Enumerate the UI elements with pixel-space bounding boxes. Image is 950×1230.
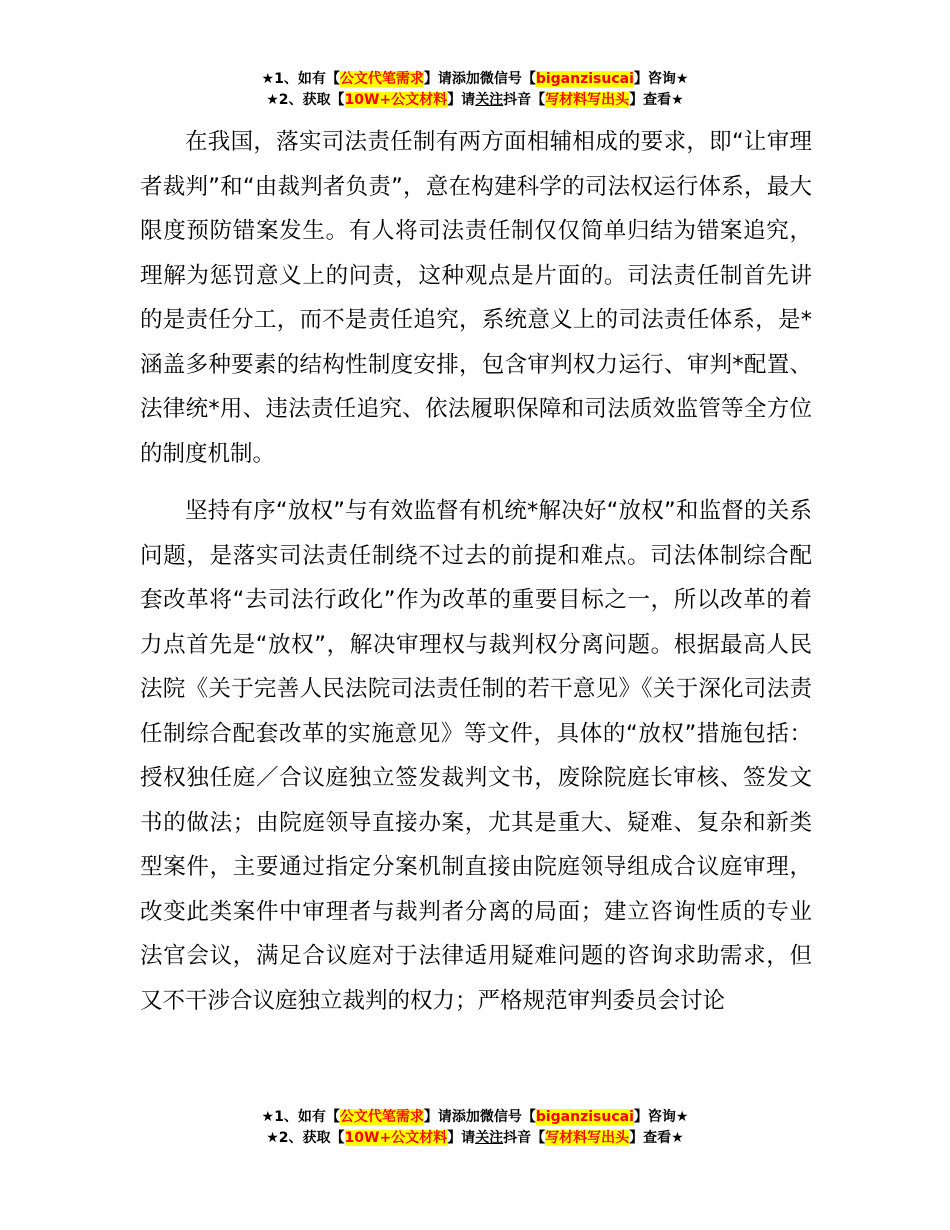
highlight-materials: 10W+公文材料 — [344, 1130, 448, 1146]
banner-text-emphasis: 添加 — [451, 1109, 480, 1125]
banner-text: 】请 — [447, 92, 476, 108]
banner-text-underlined: 关注 — [475, 1130, 504, 1146]
banner-text: ★2、获取【 — [266, 1130, 345, 1146]
banner-line-2 — [0, 90, 950, 111]
highlight-douyin-account: 写材料写出头 — [545, 1130, 630, 1146]
highlight-douyin-account: 写材料写出头 — [545, 92, 630, 108]
banner-text: ★1、如有【 — [261, 1109, 340, 1125]
banner-text: 】请 — [447, 1130, 476, 1146]
banner-text: 】查看★ — [629, 1130, 684, 1146]
paragraph-2: 坚持有序“放权”与有效监督有机统*解决好“放权”和监督的关系问题，是落实司法责任制绕不过去的前提和难点。司法体制综合配套改革将“去司法行政化”作为改革的重要目标之一，所以改革的着力点首先是“放权”，解决审理权与裁判权分离问题。根据最高人民法院《关于完善人民法院司法责任制的若干意见》《关于深化司法责任制综合配套改革的实施意见》等文件，具体的“放权”措施包括：授权独任庭／合议庭独立签发裁判文书，废除院庭长审核、签发文书的做法；由院庭领导直接办案，尤其是重大、疑难、复杂和新类型案件，主要通过指定分案机制直接由院庭领导组成合议庭审理，改变此类案件中审理者与裁判者分离的局面；建立咨询性质的专业法官会议，满足合议庭对于法律适用疑难问题的咨询求助需求，但又不干涉合议庭独立裁判的权力；严格规范审判委员会讨论 — [140, 498, 812, 1014]
highlight-service: 公文代笔需求 — [339, 71, 424, 87]
banner-text-underlined: 关注 — [475, 92, 504, 108]
banner-text: 】请 — [423, 1109, 452, 1125]
banner-text: 微信号【 — [479, 71, 536, 87]
banner-text-emphasis: 添加 — [451, 71, 480, 87]
banner-text: 抖音【 — [503, 1130, 546, 1146]
highlight-wechat-id: biganzisucai — [535, 1109, 634, 1125]
banner-line-2 — [0, 1128, 950, 1149]
highlight-materials: 10W+公文材料 — [344, 92, 448, 108]
banner-text: 微信号【 — [479, 1109, 536, 1125]
banner-text: 】咨询★ — [633, 1109, 689, 1125]
banner-text: 抖音【 — [503, 92, 546, 108]
banner-line-1 — [0, 1107, 950, 1128]
highlight-service: 公文代笔需求 — [339, 1109, 424, 1125]
highlight-wechat-id: biganzisucai — [535, 71, 634, 87]
banner-text: 】请 — [423, 71, 452, 87]
banner-text: 】查看★ — [629, 92, 684, 108]
banner-line-1 — [0, 69, 950, 90]
footer-banner — [0, 1107, 950, 1149]
banner-text: ★2、获取【 — [266, 92, 345, 108]
banner-text: 】咨询★ — [633, 71, 689, 87]
document-body — [140, 120, 812, 1023]
banner-text: ★1、如有【 — [261, 71, 340, 87]
header-banner — [0, 69, 950, 111]
paragraph-1: 在我国，落实司法责任制有两方面相辅相成的要求，即“让审理者裁判”和“由裁判者负责”，意在构建科学的司法权运行体系，最大限度预防错案发生。有人将司法责任制仅仅简单归结为错案追究，理解为惩罚意义上的问责，这种观点是片面的。司法责任制首先讲的是责任分工，而不是责任追究，系统意义上的司法责任体系，是*涵盖多种要素的结构性制度安排，包含审判权力运行、审判*配置、法律统*用、违法责任追究、依法履职保障和司法质效监管等全方位的制度机制。 — [140, 129, 812, 467]
